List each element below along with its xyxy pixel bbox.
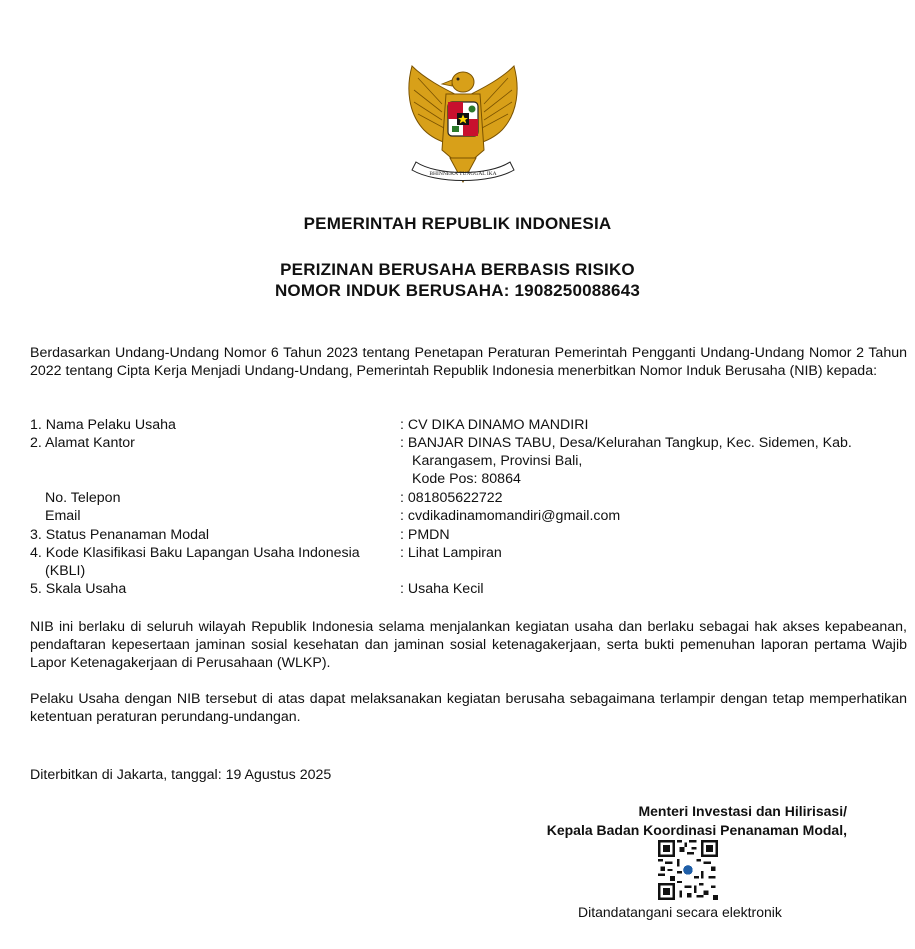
- kbli-label-cont: (KBLI): [45, 563, 86, 579]
- signatory-title-2: Kepala Badan Koordinasi Penanaman Modal,: [546, 822, 847, 838]
- status-label: 3. Status Penanaman Modal: [30, 527, 210, 543]
- alamat-value-2: Karangasem, Provinsi Bali,: [412, 453, 583, 469]
- svg-text:BHINNEKA TUNGGAL IKA: BHINNEKA TUNGGAL IKA: [429, 171, 497, 177]
- alamat-value-3: Kode Pos: 80864: [412, 471, 521, 487]
- skala-value: : Usaha Kecil: [400, 581, 484, 597]
- garuda-pancasila-emblem: [402, 58, 524, 188]
- qr-code-icon: [658, 840, 718, 900]
- email-label: Email: [45, 508, 81, 524]
- kbli-label: 4. Kode Klasifikasi Baku Lapangan Usaha Indonesia: [30, 545, 360, 561]
- document-title: PERIZINAN BERUSAHA BERBASIS RISIKO: [280, 260, 635, 279]
- skala-label: 5. Skala Usaha: [30, 581, 127, 597]
- kbli-value: : Lihat Lampiran: [400, 545, 502, 561]
- telepon-label: No. Telepon: [45, 490, 121, 506]
- intro-paragraph: Berdasarkan Undang-Undang Nomor 6 Tahun 2023 tentang Penetapan Peraturan Pemerintah Pengganti Undang-Undang Nomor 2 Tahun 2022 tentang Cipta Kerja Menjadi Undang-Undang, Pemerintah Republik Indonesia menerbitkan Nomor Induk Berusaha (NIB) kepada:: [30, 345, 907, 379]
- signatory-title-1: Menteri Investasi dan Hilirisasi/: [638, 803, 847, 819]
- telepon-value: : 081805622722: [400, 490, 503, 506]
- nib-number: NOMOR INDUK BERUSAHA: 1908250088643: [274, 281, 641, 300]
- issued-date: Diterbitkan di Jakarta, tanggal: 19 Agustus 2025: [30, 767, 332, 783]
- nama-label: 1. Nama Pelaku Usaha: [30, 417, 176, 433]
- alamat-label: 2. Alamat Kantor: [30, 435, 135, 451]
- status-value: : PMDN: [400, 527, 450, 543]
- obligation-paragraph: Pelaku Usaha dengan NIB tersebut di atas dapat melaksanakan kegiatan berusaha sebagaimana terlampir dengan tetap memperhatikan ketentuan peraturan perundang-undangan.: [30, 691, 907, 725]
- nama-value: : CV DIKA DINAMO MANDIRI: [400, 417, 589, 433]
- electronic-signature-note: Ditandatangani secara elektronik: [578, 904, 782, 920]
- validity-paragraph: NIB ini berlaku di seluruh wilayah Republik Indonesia selama menjalankan kegiatan usaha dan berlaku sebagai hak akses kepabeanan, pendaftaran kepesertaan jaminan sosial kesehatan dan jaminan sosial ketenagakerjaan, serta bukti pemenuhan laporan pertama Wajib Lapor Ketenagakerjaan di Perusahaan (WLKP).: [30, 619, 907, 671]
- email-value: : cvdikadinamomandiri@gmail.com: [400, 508, 621, 524]
- alamat-value-1: : BANJAR DINAS TABU, Desa/Kelurahan Tangkup, Kec. Sidemen, Kab.: [400, 435, 852, 451]
- government-heading: PEMERINTAH REPUBLIK INDONESIA: [303, 214, 612, 233]
